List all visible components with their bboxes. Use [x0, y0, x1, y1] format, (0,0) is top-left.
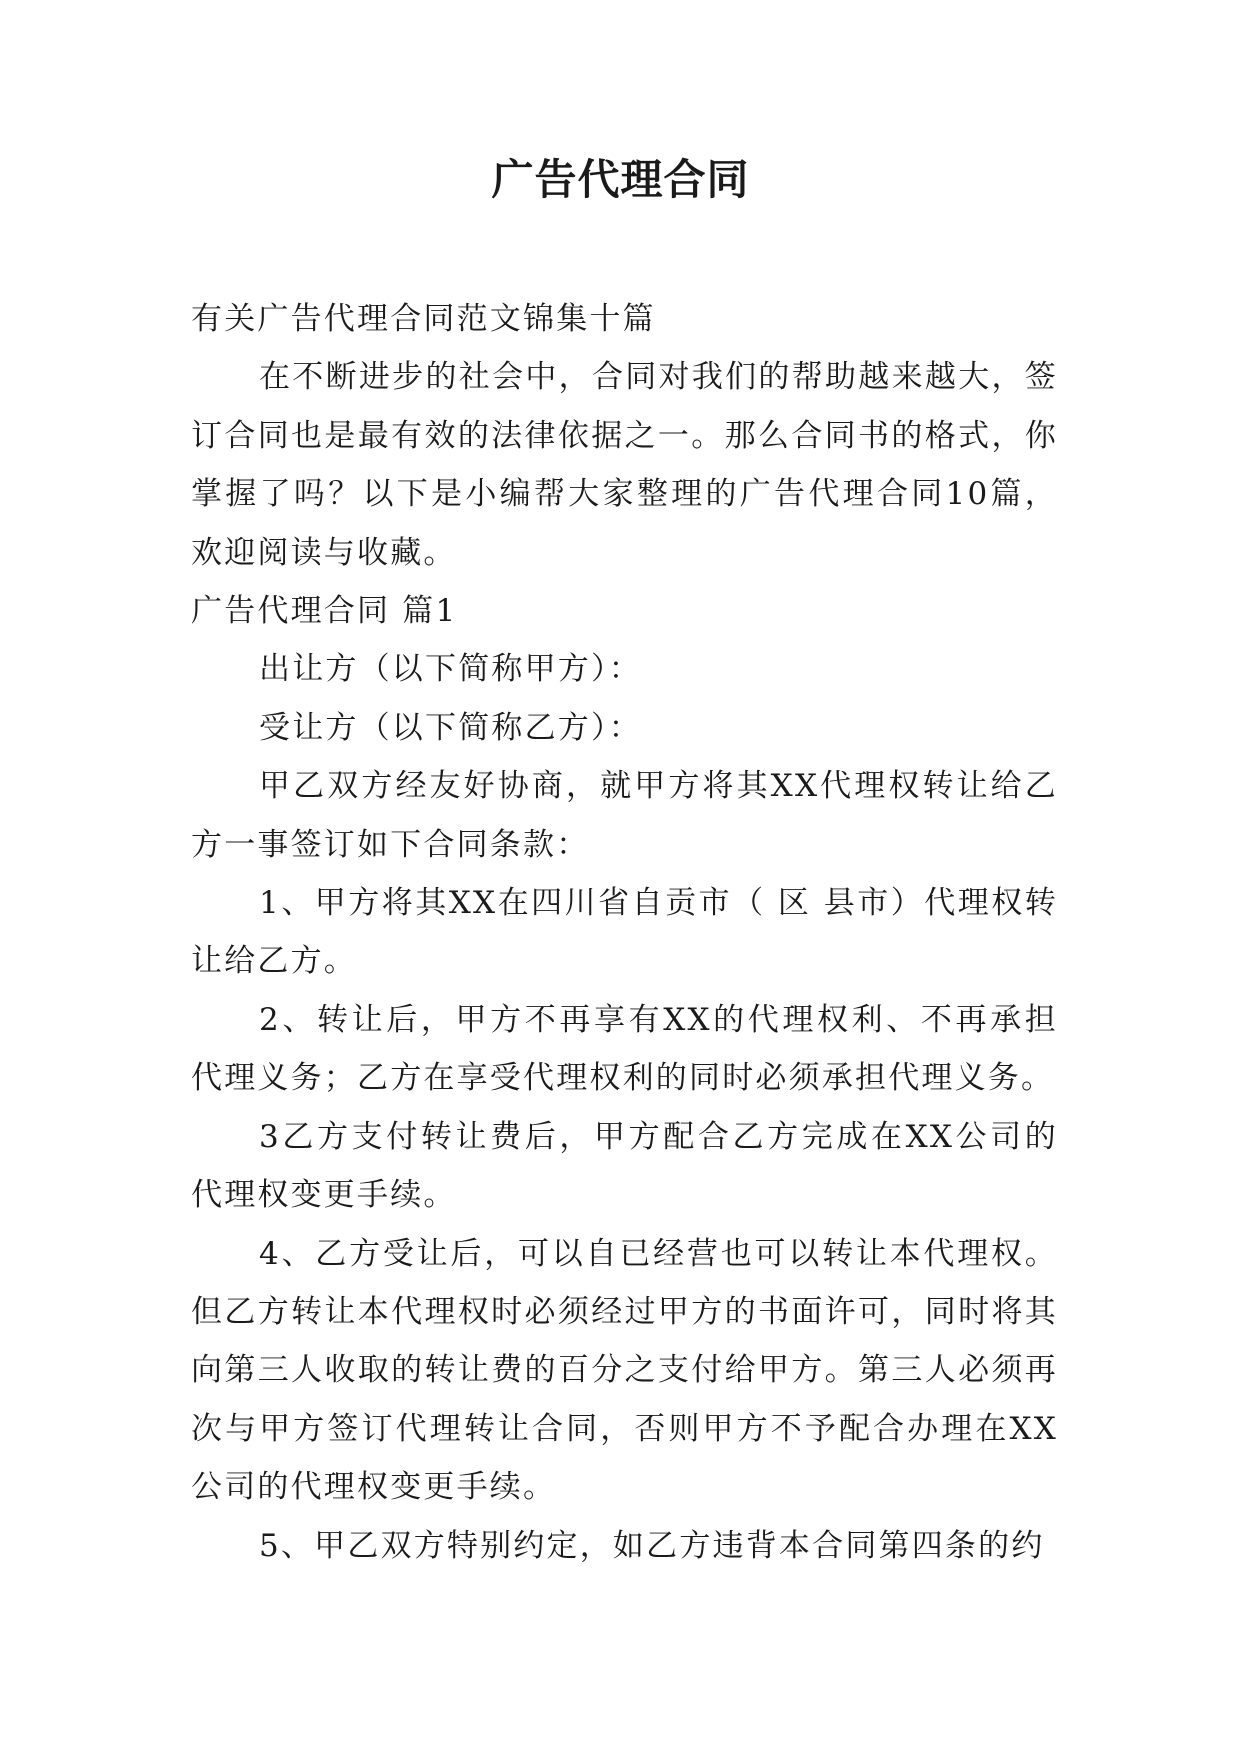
section-heading: 广告代理合同 篇1: [191, 593, 458, 630]
paragraph-heading: 有关广告代理合同范文锦集十篇: [191, 301, 656, 337]
paragraph-party-a: 出让方（以下简称甲方）：: [259, 651, 642, 688]
paragraph-preamble: 甲乙双方经友好协商，就甲方将其XX代理权转让给乙方一事签订如下合同条款：: [191, 768, 1058, 863]
paragraph-party-b: 受让方（以下简称乙方）：: [259, 709, 642, 746]
document-body: [191, 290, 1058, 1575]
document-title: 广告代理合同: [491, 155, 750, 204]
clause-1: 1、甲方将其XX在四川省自贡市（ 区 县市）代理权转让给乙方。: [191, 885, 1058, 980]
clause-3: 3乙方支付转让费后，甲方配合乙方完成在XX公司的代理权变更手续。: [191, 1118, 1058, 1214]
paragraph-intro: 在不断进步的社会中，合同对我们的帮助越来越大，签订合同也是最有效的法律依据之一。那么合同书的格式，你掌握了吗？以下是小编帮大家整理的广告代理合同10篇，欢迎阅读与收藏。: [191, 359, 1058, 571]
clause-4: 4、乙方受让后，可以自已经营也可以转让本代理权。但乙方转让本代理权时必须经过甲方的书面许可，同时将其向第三人收取的转让费的百分之支付给甲方。第三人必须再次与甲方签订代理转让合同，否则甲方不予配合办理在XX公司的代理权变更手续。: [191, 1235, 1058, 1506]
clause-5: 5、甲乙双方特别约定，如乙方违背本合同第四条的约: [259, 1527, 1045, 1564]
clause-2: 2、转让后，甲方不再享有XX的代理权利、不再承担代理义务；乙方在享受代理权利的同时必须承担代理义务。: [191, 1001, 1058, 1097]
